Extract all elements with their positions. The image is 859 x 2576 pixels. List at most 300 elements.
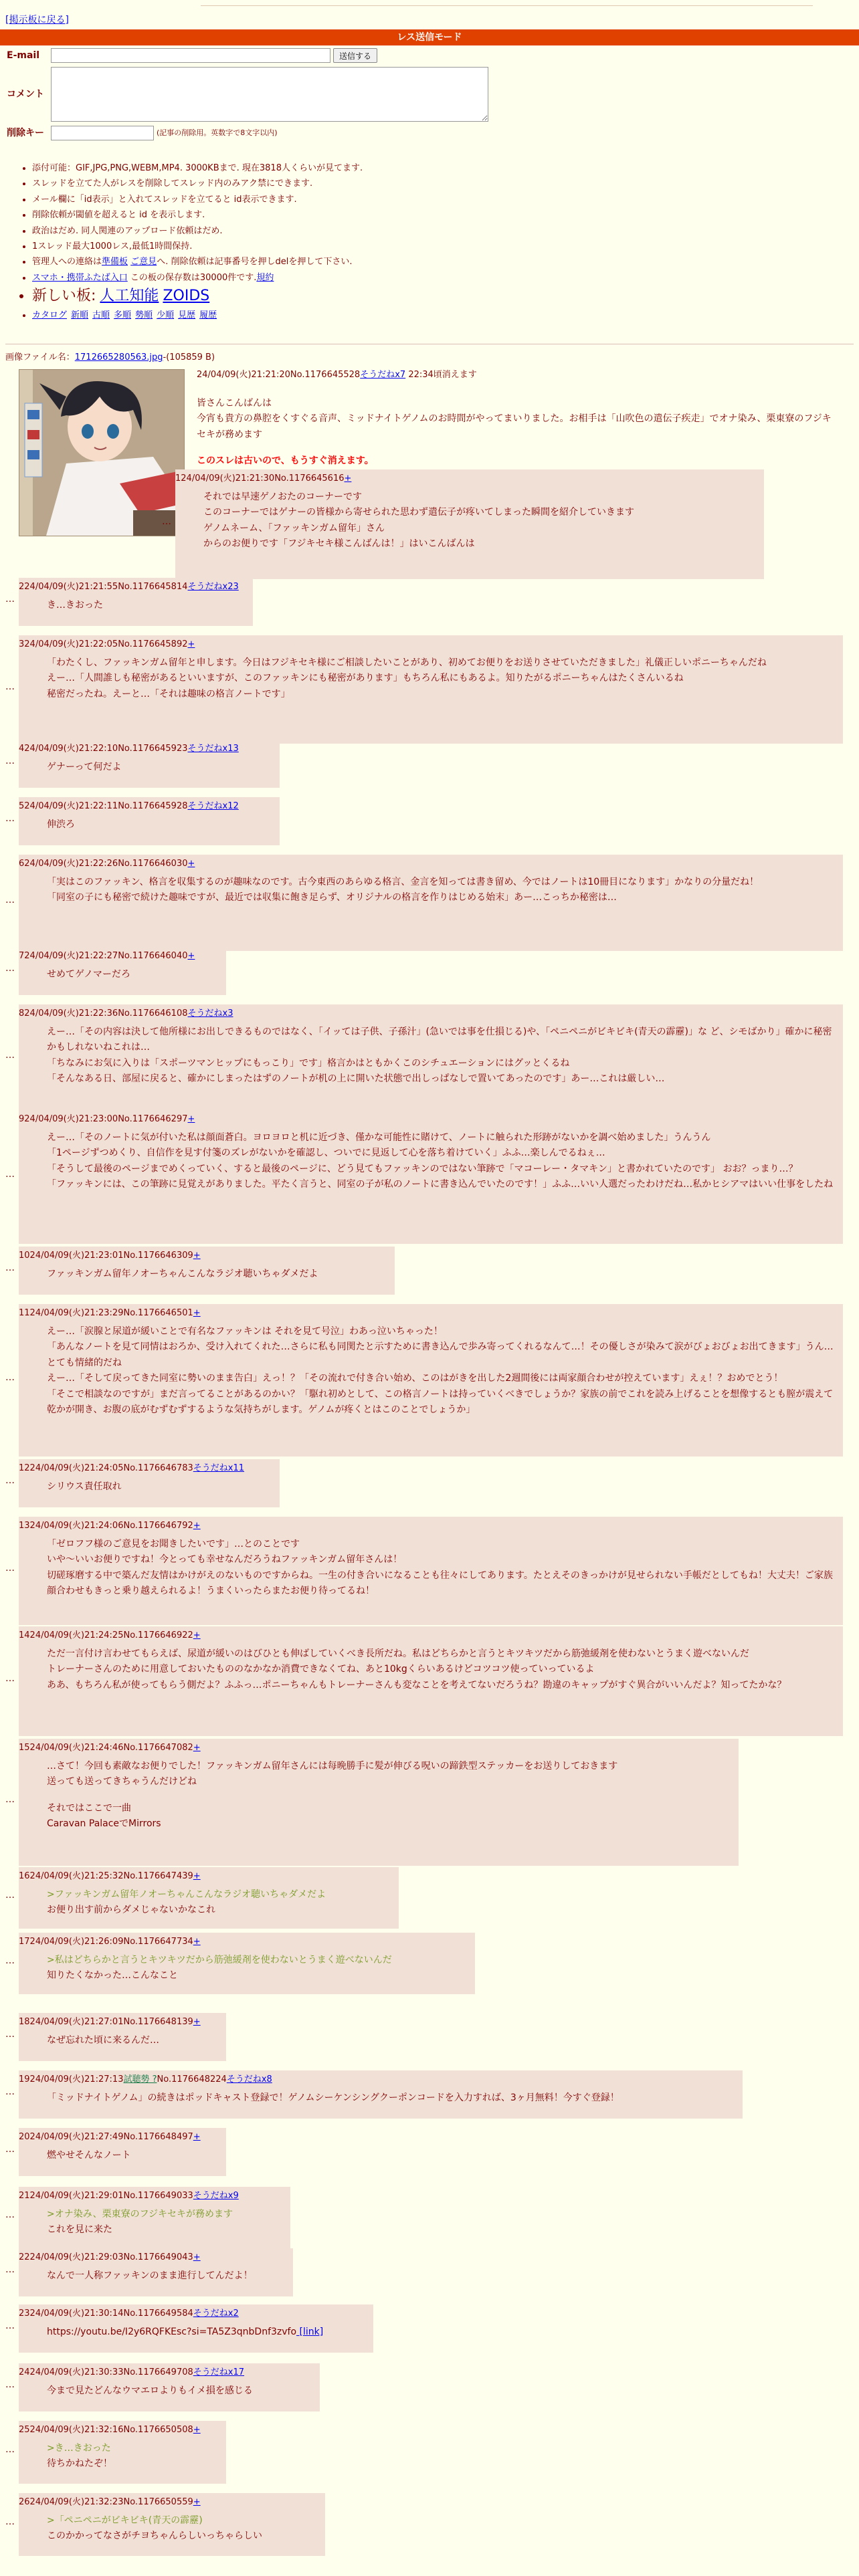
reply-post-number[interactable]: No.1176649708 xyxy=(123,2367,193,2377)
reply-header xyxy=(19,2251,286,2264)
board-link-zoids[interactable]: ZOIDS xyxy=(163,288,210,305)
reply-header xyxy=(19,2189,284,2203)
reply-post-number[interactable]: No.1176645616 xyxy=(274,473,345,484)
op-thumbnail[interactable] xyxy=(19,369,185,536)
sodane-button[interactable]: + xyxy=(193,1871,201,1881)
reply-line xyxy=(47,1790,732,1801)
reply-line: 「そうして最後のページまでめくっていく、すると最後のページに、どう見てもファッキンのではない筆跡で「マコーレー・タマキン」と書かれていたのです」 おお？っまり…？ xyxy=(47,1163,798,1174)
delkey-note: (記事の削除用。英数字で8文字以内) xyxy=(157,128,278,138)
reply-number: 16 xyxy=(19,1871,30,1881)
reply-post xyxy=(19,1626,843,1736)
sodane-button[interactable]: + xyxy=(193,1743,201,1753)
reply-body xyxy=(47,2148,219,2163)
catalog-link[interactable]: カタログ xyxy=(32,310,68,321)
reply-post xyxy=(19,1459,280,1507)
rule-item: • 1スレッド最大1000レス,最低1時間保持. xyxy=(32,239,363,254)
reply-number: 24 xyxy=(19,2367,30,2377)
reply-post xyxy=(19,2128,226,2176)
reply-line: 切磋琢磨する中で築んだ友情はかけがえのないものですからね。一生の付き合いになることも往々にしてあります。たとえそのきっかけが見せられない手帳だとしてもね！大丈夫！ご家族顔合わせもきっと乗り越えられるよ！うまくいったらまたお便り待ってるね！ xyxy=(47,1570,833,1597)
reply-datetime: 24/04/09(火)21:23:00 xyxy=(24,1114,118,1124)
reply-number: 1 xyxy=(175,473,181,484)
reply-datetime: 24/04/09(火)21:24:06 xyxy=(29,1521,124,1531)
reply-body xyxy=(47,817,273,833)
reply-body xyxy=(47,598,246,613)
history-link[interactable]: 履歴 xyxy=(199,310,217,321)
reply-post-number[interactable]: No.1176646309 xyxy=(123,1251,193,1261)
back-to-board-link[interactable]: [掲示板に戻る] xyxy=(5,15,69,25)
reply-post-number[interactable]: No.1176646297 xyxy=(118,1114,188,1124)
sodane-button[interactable]: そうだねx3 xyxy=(187,1008,233,1018)
terms-link[interactable]: 規約 xyxy=(256,272,274,283)
opinion-link[interactable]: ご意見 xyxy=(130,257,157,267)
reply-body xyxy=(47,1759,732,1832)
reply-ellipsis: … xyxy=(5,963,15,974)
image-file-label: 画像ファイル名： xyxy=(5,352,75,362)
reply-ellipsis: … xyxy=(5,2086,15,2097)
reply-line: 今まで見たどんなウマエロよりもイメ損を感じる xyxy=(47,2385,253,2396)
rule-admin-text: 管理人への連絡は xyxy=(32,257,102,267)
reply-line: 秘密だったね。えーと…「それは趣味の格言ノートです」 xyxy=(47,688,290,700)
reply-post-number[interactable]: No.1176645928 xyxy=(118,801,188,811)
reply-header xyxy=(19,1629,836,1642)
reply-line: 「あんなノートを見て同情はおろか、受け入れてくれた…さらに私も同関たと示すために書き込んで歩み寄ってくれるなんて…！その優しさが染みて涙がびょおびょお出てきます」うん…とても情緒的だね xyxy=(47,1341,834,1368)
delete-key-field[interactable] xyxy=(51,126,154,140)
reply-line: き…きおった xyxy=(47,600,103,611)
smartphone-link[interactable]: スマホ・携帯ふたば入口 xyxy=(32,272,128,283)
reply-datetime: 24/04/09(火)21:22:05 xyxy=(24,639,118,649)
reply-post-number[interactable]: No.1176645814 xyxy=(118,582,188,592)
reply-body xyxy=(47,1537,836,1600)
reply-line: お便り出す前からダメじゃないかなこれ xyxy=(47,1905,215,1916)
reply-post xyxy=(19,2363,320,2411)
reply-body xyxy=(47,2207,284,2238)
reply-line: 「ミッドナイトゲノム」の続きはポッドキャスト登録で！ゲノムシーケンシングクーポンコードを入力すれば、3ヶ月無料！今すぐ登録！ xyxy=(47,2092,619,2103)
reply-header xyxy=(175,472,757,486)
reply-body xyxy=(203,490,757,552)
reply-header xyxy=(19,1462,273,1475)
sodane-button[interactable]: そうだねx12 xyxy=(187,801,239,811)
sort-momentum-link[interactable]: 勢順 xyxy=(135,310,153,321)
sodane-button[interactable]: そうだねx23 xyxy=(187,582,239,592)
delkey-label: 削除キー xyxy=(7,127,44,138)
reply-post-number[interactable]: No.1176648224 xyxy=(157,2074,227,2084)
reply-header xyxy=(19,1007,836,1021)
reply-line: なんで一人称ファッキンのまま進行してんだよ！ xyxy=(47,2270,253,2281)
reply-datetime: 24/04/09(火)21:30:14 xyxy=(29,2309,124,2319)
new-board-item xyxy=(32,286,363,307)
rule-admin-tail: へ. 削除依頼は記事番号を押しdelを押して下さい. xyxy=(157,257,353,267)
sodane-button[interactable]: + xyxy=(193,2252,201,2262)
op-body xyxy=(197,396,839,469)
reply-line: https://youtu.be/I2y6RQFKEsc?si=TA5Z3qnbDnf3zvfo [link] xyxy=(47,2327,324,2337)
reply-datetime: 24/04/09(火)21:26:09 xyxy=(29,1937,124,1947)
sort-few-link[interactable]: 少順 xyxy=(157,310,175,321)
reply-header xyxy=(19,2496,318,2509)
sodane-button[interactable]: + xyxy=(193,2425,201,2435)
reply-post-number[interactable]: No.1176646501 xyxy=(123,1308,193,1318)
reply-line: えー…「そして戻ってきた同室に勢いのまま告白」えっ！？「その流れで付き合い始め、このはがきを出した2週間後には両家顔合わせが控えています」えぇ！？おめでとう！ xyxy=(47,1373,783,1384)
sort-old-link[interactable]: 古順 xyxy=(92,310,110,321)
reply-line: 「ファッキンには、この筆跡に見覚えがありました。平たく言うと、同室の子が私のノートに書き込んでいたのです！」ふふ…いい人選だったわけだね…私かヒシアマはいい仕事をしたね xyxy=(47,1179,834,1190)
reply-line: これを見に来た xyxy=(47,2224,112,2236)
reply-datetime: 24/04/09(火)21:23:29 xyxy=(29,1308,124,1318)
reply-post-number[interactable]: No.1176646922 xyxy=(123,1630,193,1640)
reply-post xyxy=(19,1517,843,1625)
anime-girl-image xyxy=(19,370,184,536)
reply-post-number[interactable]: No.1176645892 xyxy=(118,639,188,649)
rule-item-admin xyxy=(32,254,363,270)
reply-post-number[interactable]: No.1176647734 xyxy=(123,1937,193,1947)
reply-ellipsis: … xyxy=(5,2144,15,2155)
reply-line: Caravan PalaceでMirrors xyxy=(47,1818,161,1830)
reply-ellipsis: … xyxy=(5,2264,15,2275)
reply-header xyxy=(19,1307,836,1320)
reply-line: 送っても送ってきちゃうんだけどね xyxy=(47,1776,197,1788)
reply-body xyxy=(47,2325,367,2340)
reply-post-number[interactable]: No.1176648497 xyxy=(123,2132,193,2142)
reply-number: 12 xyxy=(19,1463,30,1473)
sodane-button[interactable]: + xyxy=(193,1521,201,1531)
rule-item: • 削除依頼が閾値を超えると id を表示します. xyxy=(32,207,363,223)
reply-line: それではここで一曲 xyxy=(47,1802,131,1814)
reply-post xyxy=(19,2248,293,2296)
reply-ellipsis: … xyxy=(5,1372,15,1383)
rule-item: • 添付可能：GIF,JPG,PNG,WEBM,MP4. 3000KBまで. 現在3818人くらいが見てます. xyxy=(32,160,363,176)
reply-number: 14 xyxy=(19,1630,30,1640)
reply-number: 17 xyxy=(19,1937,30,1947)
bbs-link[interactable]: 準備板 xyxy=(102,257,128,267)
reply-ellipsis: … xyxy=(5,1673,15,1684)
reply-body xyxy=(47,1130,836,1193)
comment-label: コメント xyxy=(7,88,44,100)
reply-line: えー…「涙腺と尿道が緩いことで有名なファッキンは それを見て号泣」わあっ泣いちゃった！ xyxy=(47,1326,443,1337)
reply-post xyxy=(19,1247,395,1295)
sodane-button[interactable]: + xyxy=(193,1937,201,1947)
reply-line: このコーナーではゲナーの皆様から寄せられた思わず遣伝子が疼いてしまった瞬間を紹介していきます xyxy=(203,507,634,518)
reply-number: 18 xyxy=(19,2017,30,2027)
reply-header xyxy=(19,950,219,963)
reply-datetime: 24/04/09(火)21:22:11 xyxy=(24,801,118,811)
reply-header xyxy=(19,638,836,651)
reply-number: 21 xyxy=(19,2191,30,2201)
reply-line: 待ちかねたぞ！ xyxy=(47,2458,112,2470)
sodane-button[interactable]: そうだねx11 xyxy=(193,1463,245,1473)
delkey-row xyxy=(0,126,278,140)
reply-header xyxy=(19,1870,392,1883)
reply-post xyxy=(19,2493,325,2556)
reply-post xyxy=(175,469,764,579)
reply-line: ファッキンガム留年ノオーちゃんこんなラジオ聴いちゃダメだよ xyxy=(47,1269,318,1279)
reply-ellipsis: … xyxy=(5,594,15,605)
reply-line: 「実はこのファッキン、格言を収集するのが趣味なのです。古今東西のあらゆる格言、金言を知っては書き留め、今ではノートは10冊目になります」かなりの分量だね！ xyxy=(47,877,759,887)
reply-body xyxy=(47,1887,392,1919)
reply-line: 「同室の子にも秘密で続けた趣味ですが、最近では収集に飽き足らず、オリジナルの格言を作りはじめる始末」あー…こっちか秘密は… xyxy=(47,892,617,903)
reply-line: >き…きおった xyxy=(47,2443,111,2454)
reply-body xyxy=(47,1646,836,1693)
reply-line: 「わたくし、ファッキンガム留年と申します。今日はフジキセキ様にご相談したいことがあり、初めてお便りをお送りさせていただきました」礼儀正しいポニーちゃんだね xyxy=(47,657,767,668)
reply-line: …さて！今回も素敵なお便りでした！ファッキンガム留年さんには每晩勝手に髪が伸びる呪いの蹄鉄型ステッカーをお送りしておきます xyxy=(47,1761,618,1772)
reply-body xyxy=(47,2383,313,2399)
sodane-button[interactable]: + xyxy=(193,2132,201,2142)
reply-ellipsis: … xyxy=(162,516,171,527)
reply-number: 20 xyxy=(19,2132,30,2142)
reply-post-number[interactable]: No.1176647439 xyxy=(123,1871,193,1881)
reply-number: 15 xyxy=(19,1743,30,1753)
sort-new-link[interactable]: 新順 xyxy=(71,310,89,321)
sodane-button[interactable]: + xyxy=(193,1251,201,1261)
reply-line: 伸渋ろ xyxy=(47,819,75,830)
reply-post xyxy=(19,2013,226,2061)
reply-number: 8 xyxy=(19,1008,25,1018)
reply-line: >ファッキンガム留年ノオーちゃんこんなラジオ聴いちゃダメだよ xyxy=(47,1889,326,1900)
comment-textarea[interactable] xyxy=(51,67,488,122)
reply-line: ゲノムネーム、「ファッキンガム留年」さん xyxy=(203,522,385,534)
reply-ellipsis: … xyxy=(5,1890,15,1901)
reply-line: からのお便りです「フジキセキ様こんばんは！」はいこんばんは xyxy=(203,538,475,550)
reply-post-number[interactable]: No.1176649584 xyxy=(123,2309,193,2319)
reply-post xyxy=(19,2421,226,2484)
sodane-button[interactable]: + xyxy=(193,1308,201,1318)
rule-smart-tail: この板の保存数は30000件です. xyxy=(130,272,257,283)
op-line: 今宵も貴方の鼻腔をくすぐる音声、ミッドナイトゲノムのお時間がやってまいりました。お相手は「山吹色の遣伝子疾走」でオナ染み、栗東寮のフジキセキが務めます xyxy=(197,413,832,440)
reply-body xyxy=(47,655,836,702)
reply-line: ああ、もちろん私が使ってもらう側だよ？ふふっ…ポニーちゃんもトレーナーさんも変なことを考えてないだろうね？勘違のキャップがすぐ異合がいいんだよ？知ってたかな？ xyxy=(47,1679,787,1691)
reply-line: 「1ページずつめくり、自信作を見す付箋のズレがないかを確認し、ついでに見返して心を落ち着けていく」ふふ…楽しんでるねぇ… xyxy=(47,1148,605,1159)
reply-number: 22 xyxy=(19,2252,30,2262)
reply-ellipsis: … xyxy=(5,2029,15,2040)
reply-post xyxy=(19,1004,843,1111)
rule-item: • スレッドを立てた人がレスを削除してスレッド内のみアク禁にできます. xyxy=(32,176,363,191)
reply-ellipsis: … xyxy=(5,1563,15,1574)
reply-ellipsis: … xyxy=(5,2321,15,2331)
comment-row xyxy=(0,67,488,122)
reply-datetime: 24/04/09(火)21:22:27 xyxy=(24,951,118,961)
reply-line: >「ペニペニがビキビキ(青天の霹靂) xyxy=(47,2515,203,2526)
reply-body xyxy=(47,2441,219,2472)
reply-number: 11 xyxy=(19,1308,30,1318)
reply-ellipsis: … xyxy=(5,1955,15,1966)
reply-ellipsis: … xyxy=(5,1263,15,1273)
sodane-button[interactable]: + xyxy=(193,2497,201,2507)
reply-number: 10 xyxy=(19,1251,30,1261)
reply-line: せめてゲノマーだろ xyxy=(47,969,131,980)
reply-header xyxy=(19,1935,468,1949)
reply-body xyxy=(47,2090,736,2106)
email-label: E-mail xyxy=(7,49,40,61)
reply-header xyxy=(19,1519,836,1533)
reply-mode-bar: レス送信モード xyxy=(0,29,859,45)
expire-time: 22:34頃消えます xyxy=(408,370,477,380)
reply-datetime: 24/04/09(火)21:27:13 xyxy=(29,2074,124,2084)
reply-post xyxy=(19,2187,290,2248)
sodane-button[interactable]: + xyxy=(193,2017,201,2027)
reply-header xyxy=(19,580,246,594)
top-divider xyxy=(201,5,813,6)
reply-line: 知りたくなかった…こんなこと xyxy=(47,1970,178,1981)
reply-number: 3 xyxy=(19,639,25,649)
reply-post-number[interactable]: No.1176649033 xyxy=(123,2191,193,2201)
reply-datetime: 24/04/09(火)21:22:10 xyxy=(24,744,118,754)
reply-post-number[interactable]: No.1176650559 xyxy=(123,2497,193,2507)
reply-post xyxy=(19,2070,743,2119)
submit-button[interactable]: 送信する xyxy=(333,48,377,63)
sodane-button[interactable]: + xyxy=(344,473,352,484)
reply-line: 「そんなある日、部屋に戻ると、確かにしまったはずのノートが机の上に開いた状態で出しっぱなしで置いてあったのです」あー…これは厳しい… xyxy=(47,1073,665,1085)
catalog-links xyxy=(32,307,363,324)
image-size: -(105859 B) xyxy=(163,352,215,362)
reply-header xyxy=(19,2307,367,2321)
sodane-button[interactable]: そうだねx17 xyxy=(193,2367,245,2377)
reply-line: 「ゼロフフ様のご意見をお聞きしたいです」…とのことです xyxy=(47,1539,300,1549)
reply-datetime: 24/04/09(火)21:22:26 xyxy=(24,859,118,869)
reply-datetime: 24/04/09(火)21:32:16 xyxy=(29,2425,124,2435)
reply-line: ただ一言付け言わせてもらえば、尿道が緩いのはびひとも伸ばしていくべき長所だね。私はどちらかと言うとキツキツだから筋弛緩剤を使わないとうまく遊べないんだ xyxy=(47,1648,749,1659)
reply-ellipsis: … xyxy=(5,1475,15,1486)
reply-post-number[interactable]: No.1176646040 xyxy=(118,951,188,961)
reply-post-number[interactable]: No.1176646783 xyxy=(123,1463,193,1473)
reply-ellipsis: … xyxy=(5,1050,15,1061)
external-link[interactable]: [link] xyxy=(296,2327,324,2337)
reply-line: えー…「そのノートに気が付いた私は顔面蒼白。ヨロヨロと机に近づき、僅かな可能性に賭けて、ノートに触られた形跡がないかを調べ始めました」うんうん xyxy=(47,1132,711,1143)
op-datetime: 24/04/09(火)21:21:20No.1176645528 xyxy=(197,370,361,380)
reply-body xyxy=(47,1324,836,1418)
reply-post xyxy=(19,1867,399,1929)
viewed-link[interactable]: 見歴 xyxy=(178,310,196,321)
reply-body xyxy=(47,1267,388,1282)
reply-ellipsis: … xyxy=(5,756,15,766)
sodane-button[interactable]: そうだねx9 xyxy=(193,2191,239,2201)
reply-datetime: 24/04/09(火)21:21:55 xyxy=(24,582,118,592)
reply-datetime: 24/04/09(火)21:25:32 xyxy=(29,1871,124,1881)
reply-header xyxy=(19,1249,388,1263)
reply-datetime: 24/04/09(火)21:23:01 xyxy=(29,1251,124,1261)
reply-mail-link[interactable]: 試聴勢 ? xyxy=(123,2074,157,2084)
op-image-info xyxy=(5,352,215,364)
reply-number: 19 xyxy=(19,2074,30,2084)
reply-header xyxy=(19,2073,736,2086)
image-file-link[interactable]: 1712665280563.jpg xyxy=(74,352,163,362)
reply-line: えー…「その内容は決して他所様にお出しできるものではなく、「イッては子供、子孫汁」(急いでは事を仕損じる)や、「ペニペニがビキビキ(青天の霹靂)」な ど、シモばかり」確かに秘密かもしれないねこれは… xyxy=(47,1027,832,1053)
reply-datetime: 24/04/09(火)21:29:01 xyxy=(29,2191,124,2201)
reply-number: 9 xyxy=(19,1114,25,1124)
reply-header xyxy=(19,2016,219,2029)
reply-datetime: 24/04/09(火)21:32:23 xyxy=(29,2497,124,2507)
reply-line: トレーナーさんのために用意しておいたもののなかなか消費できなくてね、あと10kgくらいあるけどコツコツ使っていっているよ xyxy=(47,1664,595,1675)
reply-line: それでは早速ゲノおたのコーナーです xyxy=(203,492,363,502)
reply-line: ゲナーって何だよ xyxy=(47,762,122,772)
reply-datetime: 24/04/09(火)21:30:33 xyxy=(29,2367,124,2377)
reply-line: いや～いいお便りですね！今とっても幸せなんだろうねファッキンガム留年さんは！ xyxy=(47,1554,403,1566)
reply-line: えー…「人間誰しも秘密があるといいますが、このファッキンにも秘密があります」もちろん私にもあるよ。知りたがるポニーちゃんはたくさんいるね xyxy=(47,673,684,684)
reply-number: 6 xyxy=(19,859,25,869)
reply-post-number[interactable]: No.1176646792 xyxy=(123,1521,193,1531)
reply-number: 13 xyxy=(19,1521,30,1531)
reply-datetime: 24/04/09(火)21:22:36 xyxy=(24,1008,118,1018)
board-rules xyxy=(32,160,363,324)
sort-many-link[interactable]: 多順 xyxy=(114,310,132,321)
reply-post xyxy=(19,855,843,951)
sodane-button[interactable]: + xyxy=(187,1114,195,1124)
op-header xyxy=(197,369,477,382)
reply-line: シリウス責任取れ xyxy=(47,1481,122,1492)
reply-post xyxy=(19,1304,843,1457)
reply-post xyxy=(19,740,280,788)
rule-item: • 政治はだめ. 同人関連のアップロード依頼はだめ. xyxy=(32,223,363,239)
reply-post-number[interactable]: No.1176647082 xyxy=(123,1743,193,1753)
sodane-button[interactable]: + xyxy=(193,1630,201,1640)
reply-line: このかかってなさがチヨちゃんらしいっちゃらしい xyxy=(47,2531,262,2542)
sodane-button[interactable]: + xyxy=(187,951,195,961)
reply-ellipsis: … xyxy=(5,1794,15,1805)
reply-number: 4 xyxy=(19,744,25,754)
reply-number: 26 xyxy=(19,2497,30,2507)
reply-post xyxy=(19,1110,843,1244)
reply-number: 7 xyxy=(19,951,25,961)
reply-post-number[interactable]: No.1176646030 xyxy=(118,859,188,869)
reply-header xyxy=(19,742,273,756)
reply-header xyxy=(19,800,273,813)
reply-post xyxy=(19,797,280,845)
reply-header xyxy=(19,2366,313,2379)
reply-ellipsis: … xyxy=(5,2516,15,2527)
sodane-button[interactable]: そうだねx7 xyxy=(360,370,406,380)
reply-post-number[interactable]: No.1176648139 xyxy=(123,2017,193,2027)
reply-header xyxy=(19,857,836,871)
reply-ellipsis: … xyxy=(5,813,15,824)
board-link-ai[interactable]: 人工知能 xyxy=(100,288,159,305)
reply-ellipsis: … xyxy=(5,2210,15,2220)
reply-post-number[interactable]: No.1176650508 xyxy=(123,2425,193,2435)
reply-post xyxy=(19,1933,475,1994)
sodane-button[interactable]: + xyxy=(187,859,195,869)
reply-post-number[interactable]: No.1176645923 xyxy=(118,744,188,754)
reply-post-number[interactable]: No.1176649043 xyxy=(123,2252,193,2262)
op-line: 皆さんこんばんは xyxy=(197,398,272,409)
reply-post-number[interactable]: No.1176646108 xyxy=(118,1008,188,1018)
reply-body xyxy=(47,2513,318,2545)
reply-post xyxy=(19,578,253,626)
reply-ellipsis: … xyxy=(5,1169,15,1180)
sodane-button[interactable]: そうだねx8 xyxy=(226,2074,272,2084)
reply-datetime: 24/04/09(火)21:29:03 xyxy=(29,2252,124,2262)
email-field[interactable] xyxy=(51,48,330,63)
reply-ellipsis: … xyxy=(5,2444,15,2455)
reply-datetime: 24/04/09(火)21:27:01 xyxy=(29,2017,124,2027)
reply-body xyxy=(47,967,219,982)
reply-line: 「ちなみにお気に入りは「スポーツマンヒップにもっこり」です」格言かはともかくこのシチュエーションにはグッとくるね xyxy=(47,1057,570,1069)
reply-header xyxy=(19,1741,732,1755)
new-board-label: 新しい板: xyxy=(32,288,96,305)
reply-line: >オナ染み、栗東寮のフジキセキが務めます xyxy=(47,2209,233,2220)
rule-item-smart xyxy=(32,270,363,286)
reply-ellipsis: … xyxy=(5,2379,15,2390)
sodane-button[interactable]: そうだねx2 xyxy=(193,2309,239,2319)
rule-item: • メール欄に「id表示」と入れてスレッドを立てると id表示できます. xyxy=(32,192,363,207)
reply-line: なぜ忘れた頃に来るんだ… xyxy=(47,2035,159,2046)
sodane-button[interactable]: + xyxy=(187,639,195,649)
reply-header xyxy=(19,2424,219,2437)
reply-datetime: 24/04/09(火)21:27:49 xyxy=(29,2132,124,2142)
reply-body xyxy=(47,1479,273,1495)
reply-post xyxy=(19,947,226,995)
reply-line: 「そこで相談なのですが」まだ言ってることがあるのかい？「駆れ初めとして、この格言ノートは持っていくべきでしょうか？家族の前でこれを読み上げることを想像するとも膣が震えて乾かが開き、お腹の底がむずむずするような気持ちがします。ゲノムが疼くとはこのことでしょうか」 xyxy=(47,1388,834,1416)
reply-post xyxy=(19,1739,739,1866)
sodane-button[interactable]: そうだねx13 xyxy=(187,744,239,754)
reply-body xyxy=(47,1953,468,1984)
reply-post xyxy=(19,2304,373,2353)
reply-header xyxy=(19,2131,219,2144)
reply-number: 2 xyxy=(19,582,25,592)
